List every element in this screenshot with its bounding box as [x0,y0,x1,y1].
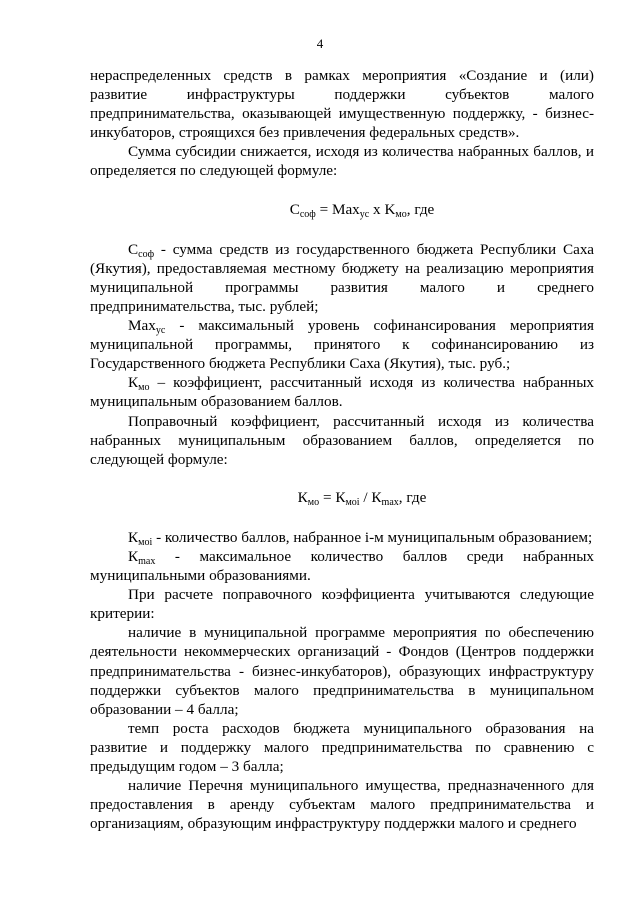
formula2-k-symbol: К [297,488,308,506]
formula-c-subscript: соф [299,208,316,220]
definition-csof-subscript: соф [138,248,155,260]
formula2-kmax-symbol: / К [359,488,382,506]
definition-kmoi-symbol: К [128,528,139,546]
formula2-ki-subscript: моi [345,496,360,508]
definition-kmo-subscript: мо [138,382,150,394]
definition-kmoi-text: - количество баллов, набранное i-м муниципальным образованием; [152,528,593,546]
paragraph-correction-coefficient: Поправочный коэффициент, рассчитанный исходя из количества набранных муниципальным образованием баллов, определяется по следующей формуле: [90,412,594,468]
definition-max [90,316,594,373]
formula-max-subscript: ус [359,208,370,220]
definition-kmax-subscript: max [138,555,156,567]
formula2-tail: , где [398,488,427,506]
paragraph-funds-distribution: нераспределенных средств в рамках мероприятия «Создание и (или) развитие инфраструктуры поддержки субъектов малого предпринимательства, оказывающей имущественную поддержку, - бизнес-инкубаторов, строящихся без привлечения федеральных средств». [90,67,594,142]
definition-kmo-text: – коэффициент, рассчитанный исходя из количества набранных муниципальным образованием баллов. [90,374,594,411]
formula-c-symbol: С [289,200,300,218]
definition-csof [90,240,594,316]
definition-max-text: - максимальный уровень софинансирования мероприятия муниципальной программы, принятого к софинансированию из Государственного бюджета Республики Саха (Якутия), тыс. руб.; [90,317,594,373]
criterion-budget-growth: темп роста расходов бюджета муниципального образования на развитие и поддержку малого предпринимательства по сравнению с предыдущим годом – 3 балла; [90,719,594,775]
definition-kmoi-subscript: моi [138,536,153,548]
formula2-k-subscript: мо [307,496,320,508]
formula-k-subscript: мо [395,208,407,220]
definition-csof-symbol: С [128,240,139,258]
criterion-nonprofit-funds: наличие в муниципальной программе мероприятия по обеспечению деятельности некоммерческих организаций - Фондов (Центров поддержки предпринимательства - бизнес-инкубаторов), образующих инфраструктуру поддержки субъектов малого предпринимательства в муниципальном образовании – 4 балла; [90,624,594,718]
definition-kmo [90,373,594,411]
page-number: 4 [316,36,324,51]
formula-max-symbol: = Max [315,200,360,218]
paragraph-subsidy-reduction: Сумма субсидии снижается, исходя из количества набранных баллов, и определяется по следующей формуле: [90,143,594,180]
document-body [90,66,594,833]
definition-kmax-text: - максимальное количество баллов среди набранных муниципальными образованиями. [90,547,594,585]
formula2-kmax-subscript: max [381,496,399,508]
definition-kmoi [90,528,594,547]
definition-kmax-symbol: К [128,547,139,565]
formula-coefficient [90,488,594,507]
definition-csof-text: - сумма средств из государственного бюджета Республики Саха (Якутия), предоставляемая местному бюджету на реализацию мероприятия муниципальной программы развития малого и среднего предпринимательства, тыс. рублей; [90,240,594,315]
formula-k-symbol: x K [369,200,396,218]
definition-max-symbol: Max [128,317,156,335]
definition-kmo-symbol: К [128,374,139,392]
formula2-ki-symbol: = К [319,488,346,506]
definition-kmax [90,547,594,585]
criterion-property-list: наличие Перечня муниципального имущества, предназначенного для предоставления в аренду субъектам малого предпринимательства и организациям, образующим инфраструктуру поддержки малого и среднего [90,777,594,833]
definition-max-subscript: ус [155,325,166,337]
formula-tail: , где [406,200,435,218]
formula-subsidy [90,200,594,219]
paragraph-criteria-intro: При расчете поправочного коэффициента учитываются следующие критерии: [90,586,594,623]
